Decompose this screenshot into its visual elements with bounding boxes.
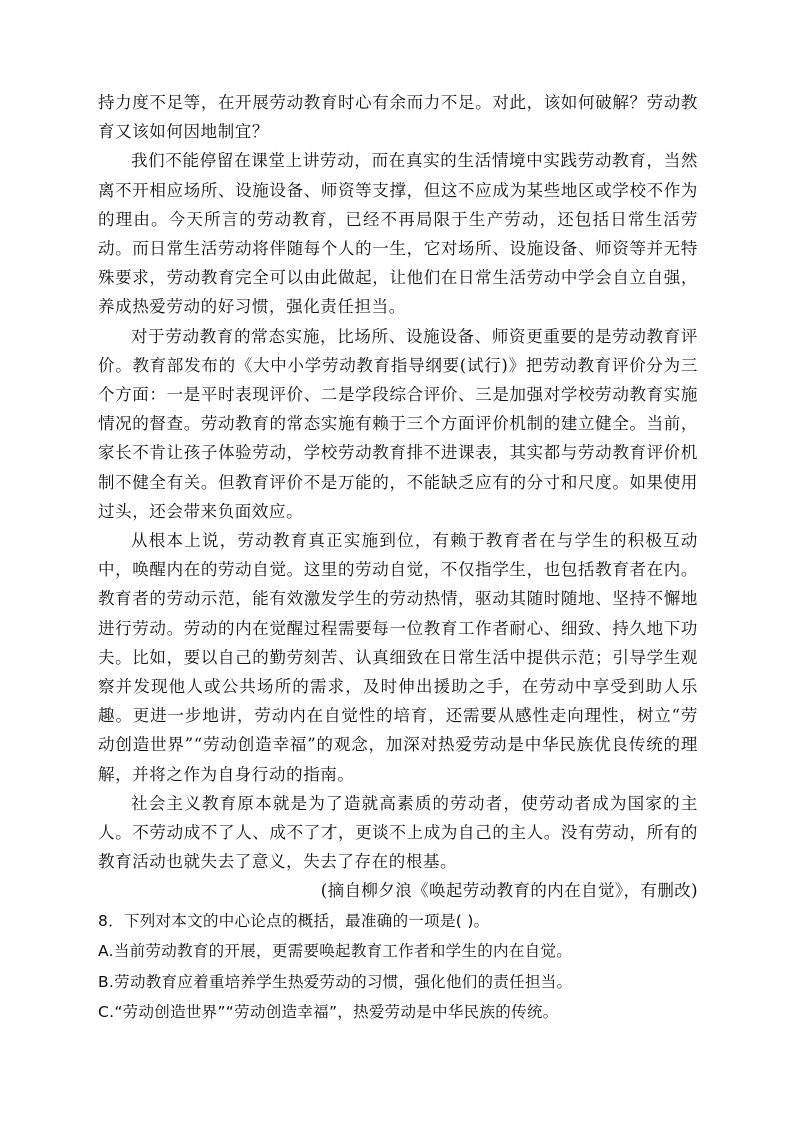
paragraph-3: 对于劳动教育的常态实施，比场所、设施设备、师资更重要的是劳动教育评价。教育部发布的《大中小学劳动教育指导纲要(试行)》把劳动教育评价分为三个方面：一是平时表现评价、二是学段综合评价、三是加强对学校劳动教育实施情况的督查。劳动教育的常态实施有赖于三个方面评价机制的建立健全。当前，家长不肯让孩子体验劳动，学校劳动教育排不进课表，其实都与劳动教育评价机制不健全有关。但教育评价不是万能的，不能缺乏应有的分寸和尺度。如果使用过头，还会带来负面效应。 [98,326,698,521]
document-page [98,88,698,1028]
option-a: A.当前劳动教育的开展，更需要唤起教育工作者和学生的内在自觉。 [98,942,573,961]
paragraph-1: 持力度不足等，在开展劳动教育时心有余而力不足。对此，该如何破解？劳动教育又该如何因地制宜？ [98,93,698,142]
article-body [98,88,698,906]
paragraph-2: 我们不能停留在课堂上讲劳动，而在真实的生活情境中实践劳动教育，当然离不开相应场所、设施设备、师资等支撑，但这不应成为某些地区或学校不作为的理由。今天所言的劳动教育，已经不再局限于生产劳动，还包括日常生活劳动。而日常生活劳动将伴随每个人的一生，它对场所、设施设备、师资等并无特殊要求，劳动教育完全可以由此做起，让他们在日常生活劳动中学会自立自强，养成热爱劳动的好习惯，强化责任担当。 [98,151,698,317]
paragraph-5: 社会主义教育原本就是为了造就高素质的劳动者，使劳动者成为国家的主人。不劳动成不了人、成不了才，更谈不上成为自己的主人。没有劳动，所有的教育活动也就失去了意义，失去了存在的根基。 [98,793,698,872]
question-stem: 8．下列对本文的中心论点的概括，最准确的一项是( )。 [98,911,490,930]
option-c: C.“劳动创造世界”“劳动创造幸福”，热爱劳动是中华民族的传统。 [98,1003,559,1022]
paragraph-4: 从根本上说，劳动教育真正实施到位，有赖于教育者在与学生的积极互动中，唤醒内在的劳动自觉。这里的劳动自觉，不仅指学生，也包括教育者在内。教育者的劳动示范，能有效激发学生的劳动热情，驱动其随时随地、坚持不懈地进行劳动。劳动的内在觉醒过程需要每一位教育工作者耐心、细致、持久地下功夫。比如，要以自己的勤劳刻苦、认真细致在日常生活中提供示范；引导学生观察并发现他人或公共场所的需求，及时伸出援助之手，在劳动中享受到助人乐趣。更进一步地讲，劳动内在自觉性的培育，还需要从感性走向理性，树立“劳动创造世界”“劳动创造幸福”的观念，加深对热爱劳动是中华民族优良传统的理解，并将之作为自身行动的指南。 [98,531,698,784]
option-b: B.劳动教育应着重培养学生热爱劳动的习惯，强化他们的责任担当。 [98,972,573,991]
source-citation: (摘自柳夕浪《唤起劳动教育的内在自觉》，有删改) [320,881,698,901]
question-block [98,906,698,1028]
